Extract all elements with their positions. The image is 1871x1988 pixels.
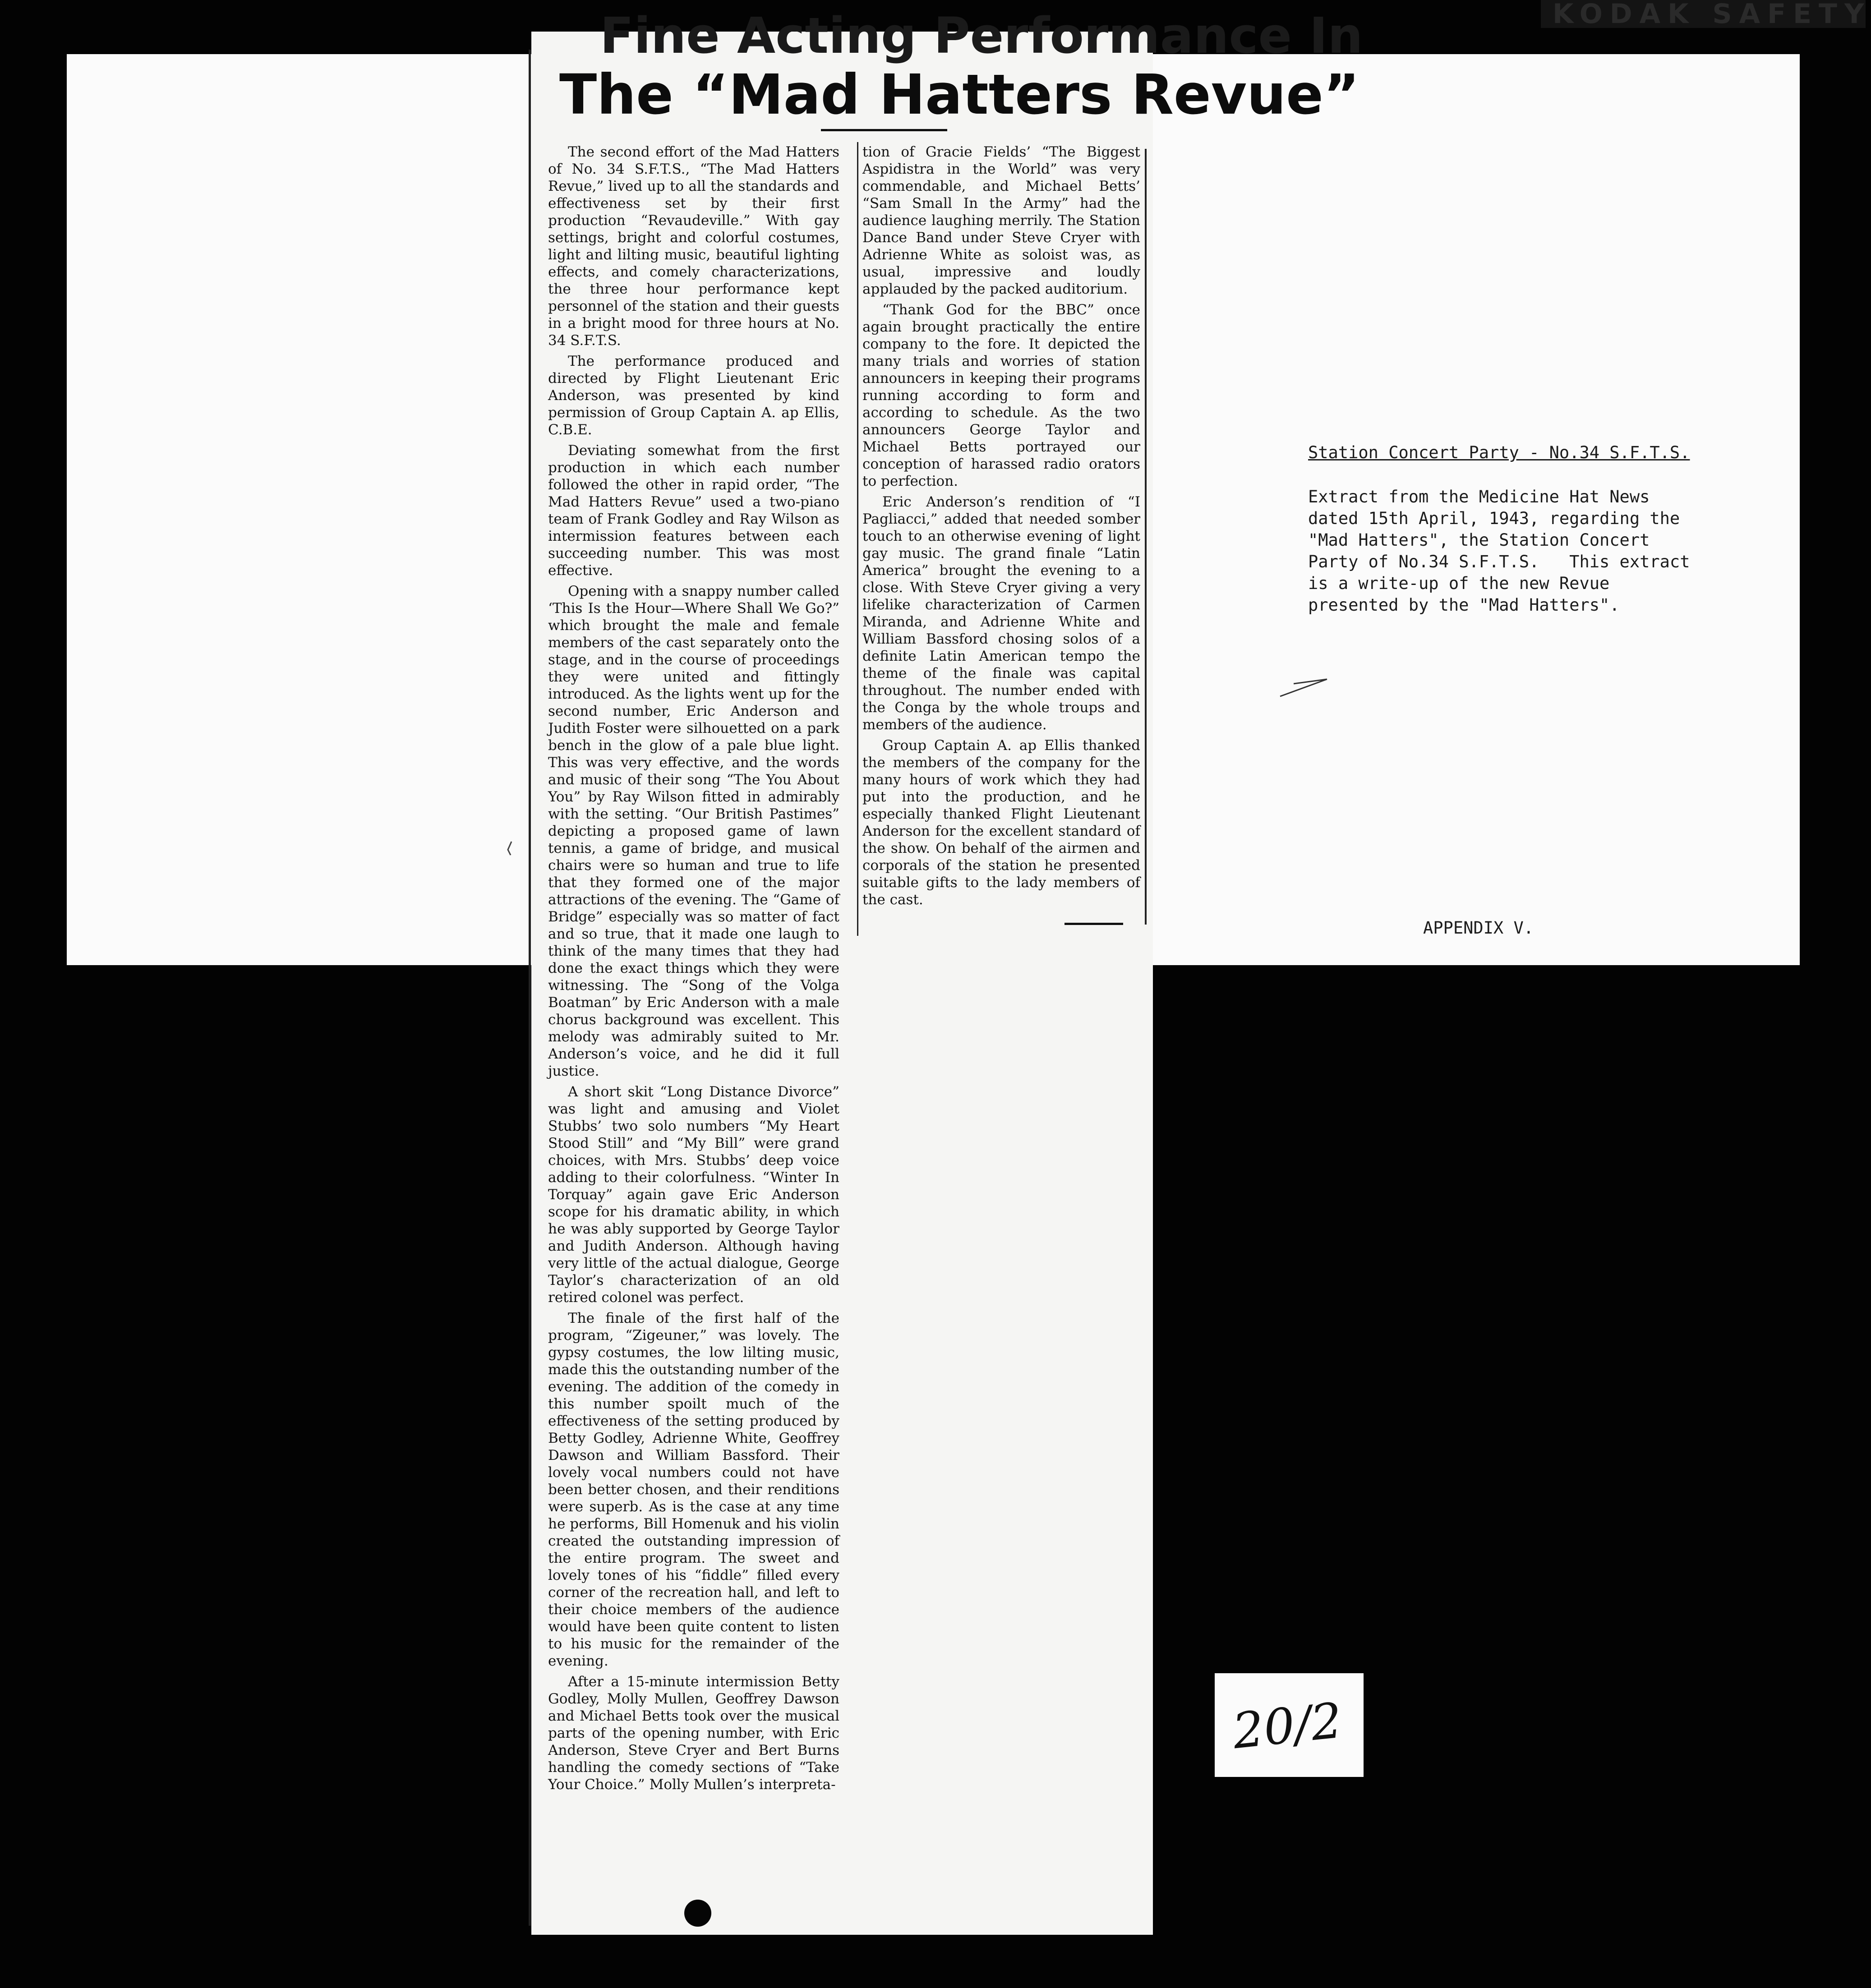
article-paragraph: The second effort of the Mad Hatters of No. 34 S.F.T.S., “The Mad Hatters Revue,” lived up to all the standards and effectiveness set by their first production “Revaudeville.” With gay settings, bright and colorful costumes, light and lilting music, beautiful lighting effects, and comely characterizations, the three hour performance kept personnel of the station and their guests in a bright mood for three hours at No. 34 S.F.T.S.	[548, 144, 839, 349]
pen-stroke-mark	[1277, 676, 1331, 699]
margin-tick-mark	[503, 840, 517, 858]
column-divider	[857, 142, 858, 936]
film-edge-label: KODAK SAFETY	[1541, 0, 1866, 28]
caption-line: presented by the "Mad Hatters".	[1308, 595, 1620, 615]
article-column-left	[548, 143, 839, 1797]
article-end-rule	[1065, 923, 1123, 925]
page-number-label	[1215, 1673, 1364, 1777]
caption-body	[1308, 486, 1755, 616]
page-number: 20/2	[1230, 1692, 1345, 1760]
article-paragraph: “Thank God for the BBC” once again brought practically the entire company to the fore. It depicted the many trials and worries of station announcers in keeping their programs running according to form and according to schedule. As the two announcers George Taylor and Michael Betts portrayed our conception of harassed radio orators to perfection.	[862, 302, 1140, 489]
caption-line: is a write-up of the new Revue	[1308, 574, 1610, 593]
article-paragraph: After a 15-minute intermission Betty Godley, Molly Mullen, Geoffrey Dawson and Michael Betts took over the musical parts of the opening number, with Eric Anderson, Steve Cryer and Bert Burns handling the comedy sections of “Take Your Choice.” Molly Mullen’s interpreta-	[548, 1674, 839, 1793]
caption-line: dated 15th April, 1943, regarding the	[1308, 509, 1680, 528]
article-paragraph: A short skit “Long Distance Divorce” was light and amusing and Violet Stubbs’ two solo numbers “My Heart Stood Still” and “My Bill” were grand choices, with Mrs. Stubbs’ deep voice adding to their colorfulness. “Winter In Torquay” again gave Eric Anderson scope for his dramatic ability, in which he was ably supported by George Taylor and Judith Anderson. Although having very little of the actual dialogue, George Taylor’s characterization of an old retired colonel was perfect.	[548, 1084, 839, 1306]
headline-rule	[821, 129, 947, 131]
appendix-label: APPENDIX V.	[1423, 918, 1534, 938]
caption-line: "Mad Hatters", the Station Concert	[1308, 530, 1650, 550]
caption-line: Party of No.34 S.F.T.S. This extract	[1308, 552, 1690, 571]
article-paragraph: Group Captain A. ap Ellis thanked the members of the company for the many hours of work which they had put into the production, and he especially thanked Flight Lieutenant Anderson for the excellent standard of the show. On behalf of the airmen and corporals of the station he presented suitable gifts to the lady members of the cast.	[862, 737, 1140, 908]
article-paragraph: Deviating somewhat from the first production in which each number followed the other in rapid order, “The Mad Hatters Revue” used a two-piano team of Frank Godley and Ray Wilson as intermission features between each succeeding number. This was most effective.	[548, 442, 839, 579]
article-paragraph: Opening with a snappy number called ‘This Is the Hour—Where Shall We Go?” which brought the male and female members of the cast separately onto the stage, and in the course of proceedings they were united and fittingly introduced. As the lights went up for the second number, Eric Anderson and Judith Foster were silhouetted on a park bench in the glow of a pale blue light. This was very effective, and the words and music of their song “The You About You” by Ray Wilson fitted in admirably with the setting. “Our British Pastimes” depicting a proposed game of lawn tennis, a game of bridge, and musical chairs were so human and true to life that they formed one of the major attractions of the evening. The “Game of Bridge” especially was so matter of fact and so true, that it made one laugh to think of the many times that they had done the exact things which they were witnessing. The “Song of the Volga Boatman” by Eric Anderson with a male chorus background was excellent. This melody was admirably suited to Mr. Anderson’s voice, and he did it full justice.	[548, 583, 839, 1079]
article-paragraph: tion of Gracie Fields’ “The Biggest Aspidistra in the World” was very commendable, and Michael Betts’ “Sam Small In the Army” had the audience laughing merrily. The Station Dance Band under Steve Cryer with Adrienne White as soloist was, as usual, impressive and loudly applauded by the packed auditorium.	[862, 144, 1140, 297]
column-border-right	[1145, 149, 1147, 925]
article-column-right	[862, 143, 1140, 912]
article-headline: The “Mad Hatters Revue”	[559, 63, 1360, 127]
caption-title: Station Concert Party - No.34 S.F.T.S.	[1308, 443, 1690, 462]
article-paragraph: The finale of the first half of the program, “Zigeuner,” was lovely. The gypsy costumes, the low lilting music, made this the outstanding number of the evening. The addition of the comedy in this number spoilt much of the effectiveness of the setting produced by Betty Godley, Adrienne White, Geoffrey Dawson and William Bassford. Their lovely vocal numbers could not have been better chosen, and their renditions were superb. As is the case at any time he performs, Bill Homenuk and his violin created the outstanding impression of the entire program. The sweet and lovely tones of his “fiddle” filled every corner of the recreation hall, and left to their choice members of the audience would have been quite content to listen to his music for the remainder of the evening.	[548, 1310, 839, 1669]
caption-line: Extract from the Medicine Hat News	[1308, 487, 1650, 506]
article-paragraph: The performance produced and directed by Flight Lieutenant Eric Anderson, was presented by kind permission of Group Captain A. ap Ellis, C.B.E.	[548, 353, 839, 438]
article-paragraph: Eric Anderson’s rendition of “I Pagliacci,” added that needed somber touch to an otherwise evening of light gay music. The grand finale “Latin America” brought the evening to a close. With Steve Cryer giving a very lifelike characterization of Carmen Miranda, and Adrienne White and William Bassford chosing solos of a definite Latin American tempo the theme of the finale was capital throughout. The number ended with the Conga by the whole troups and members of the audience.	[862, 494, 1140, 733]
punch-hole	[684, 1900, 711, 1927]
headline-cropped-line: Fine Acting Performance In	[600, 7, 1363, 64]
clipping-border-rule	[529, 50, 531, 1926]
